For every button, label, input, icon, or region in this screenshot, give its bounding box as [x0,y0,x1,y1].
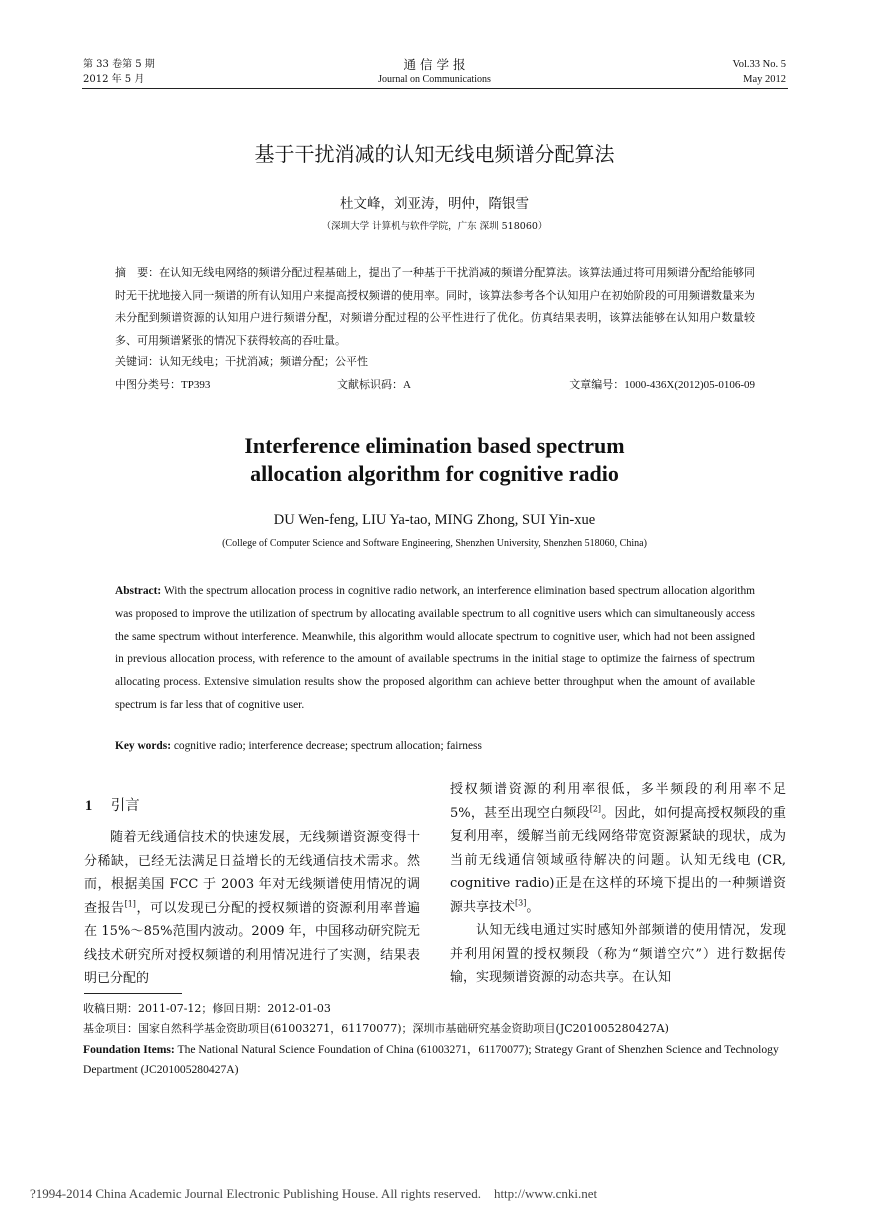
authors-en: DU Wen-feng, LIU Ya-tao, MING Zhong, SUI Yin-xue [273,512,596,528]
footnote-rule [84,993,182,994]
header-volume-cn: 第 33 卷第 5 期 [83,59,155,70]
body-left-column [84,826,420,991]
citation-ref: [1] [124,899,136,909]
section-title: 引言 [110,798,140,814]
authors-cn: 杜文峰，刘亚涛，明仲，隋银雪 [340,196,529,212]
body-right-column [450,778,786,990]
footnote-funding-en: Foundation Items: The National Natural Science Foundation of China (61003271，61170077); Strategy Grant of Shenzhen Science and Technology Department (JC201005280427A) [83,1043,779,1076]
citation-ref: [3] [515,898,527,908]
keywords-cn-text: 认知无线电；干扰消减；频谱分配；公平性 [159,355,368,368]
keywords-cn-label: 关键词： [115,355,159,368]
body-paragraph: 随着无线通信技术的快速发展，无线频谱资源变得十分稀缺，已经无法满足日益增长的无线通信技术需求。然而，根据美国 FCC 于 2003 年对无线频谱使用情况的调查报告[1]，可以发现已分配的授权频谱的资源利用率普遍在 15%～85%范围内波动。2009 年，中国移动研究院无线技术研究所对授权频谱的利用情况进行了实测，结果表明已分配的 [84,830,420,986]
section-number: 1 [85,798,93,814]
abstract-cn [115,262,755,352]
header-volume-en: Vol.33 No. 5 [732,59,786,70]
section-heading [85,794,140,815]
title-en-line1: Interference elimination based spectrum [244,433,625,458]
affiliation-en: (College of Computer Science and Software Engineering, Shenzhen University, Shenzhen 518060, China) [222,538,647,549]
footnote-dates: 收稿日期：2011-07-12；修回日期：2012-01-03 [83,1002,331,1015]
clc-code: 中图分类号：TP393 [115,378,211,391]
citation-ref: [2] [589,804,602,814]
title-en-line2: allocation algorithm for cognitive radio [250,461,619,486]
header-rule [82,88,788,89]
abstract-cn-text: 在认知无线电网络的频谱分配过程基础上，提出了一种基于干扰消减的频谱分配算法。该算法通过将可用频谱分配给能够同时无干扰地接入同一频谱的所有认知用户来提高授权频谱的使用率。同时，该算法参考各个认知用户在初始阶段的可用频谱数量来为未分配到频谱资源的认知用户进行频谱分配，对频谱分配过程的公平性进行了优化。仿真结果表明，该算法能够在认知用户数量较多、可用频谱紧张的情况下获得较高的吞吐量。 [115,266,755,347]
keywords-en [115,740,755,752]
keywords-cn [115,353,755,369]
header-date-en: May 2012 [743,74,786,85]
abstract-en-label: Abstract: [115,585,162,597]
header-date-cn: 2012 年 5 月 [83,74,145,85]
article-number: 文章编号：1000-436X(2012)05-0106-09 [569,378,755,391]
body-paragraph: 授权频谱资源的利用率很低，多半频段的利用率不足 5%，甚至出现空白频段[2]。因此，如何提高授权频段的重复利用率，缓解当前无线网络带宽资源紧缺的现状，成为当前无线通信领域亟待解决的问题。认知无线电 (CR, cognitive radio)正是在这样的环境下提出的一种频谱资源共享技术[3]。 [450,782,786,915]
abstract-en-text: With the spectrum allocation process in cognitive radio network, an interference elimination based spectrum allocation algorithm was proposed to improve the utilization of spectrum by allocating available spectrum to all cognitive users which can simultaneously access the same spectrum without interference. Meanwhile, this algorithm would allocate spectrum to cognitive user, which had not been assigned in previous allocation process, with reference to the amount of available spectrums in the initial stage to optimize the fairness of spectrum allocating process. Extensive simulation results show the proposed algorithm can achieve better throughput when the amount of available spectrum is far less that of cognitive user. [115,585,755,711]
abstract-en [115,580,755,717]
copyright-line: ?1994-2014 China Academic Journal Electronic Publishing House. All rights reserved. http://www.cnki.net [30,1186,598,1201]
title-cn: 基于干扰消减的认知无线电频谱分配算法 [254,142,615,166]
doc-code: 文献标识码：A [337,378,411,391]
body-paragraph: 认知无线电通过实时感知外部频谱的使用情况，发现并利用闲置的授权频段（称为“频谱空穴”）进行数据传输，实现频谱资源的动态共享。在认知 [450,923,786,985]
affiliation-cn: （深圳大学 计算机与软件学院，广东 深圳 518060） [321,221,548,232]
keywords-en-text: cognitive radio; interference decrease; spectrum allocation; fairness [171,740,482,752]
header-journal-en: Journal on Communications [378,74,491,85]
keywords-en-label: Key words: [115,740,171,752]
footnote-funding-cn: 基金项目：国家自然科学基金资助项目(61003271，61170077)；深圳市基础研究基金资助项目(JC201005280427A) [83,1022,669,1035]
header-journal-cn: 通 信 学 报 [403,57,466,72]
abstract-cn-label: 摘 要： [115,266,160,279]
title-en [0,432,869,488]
